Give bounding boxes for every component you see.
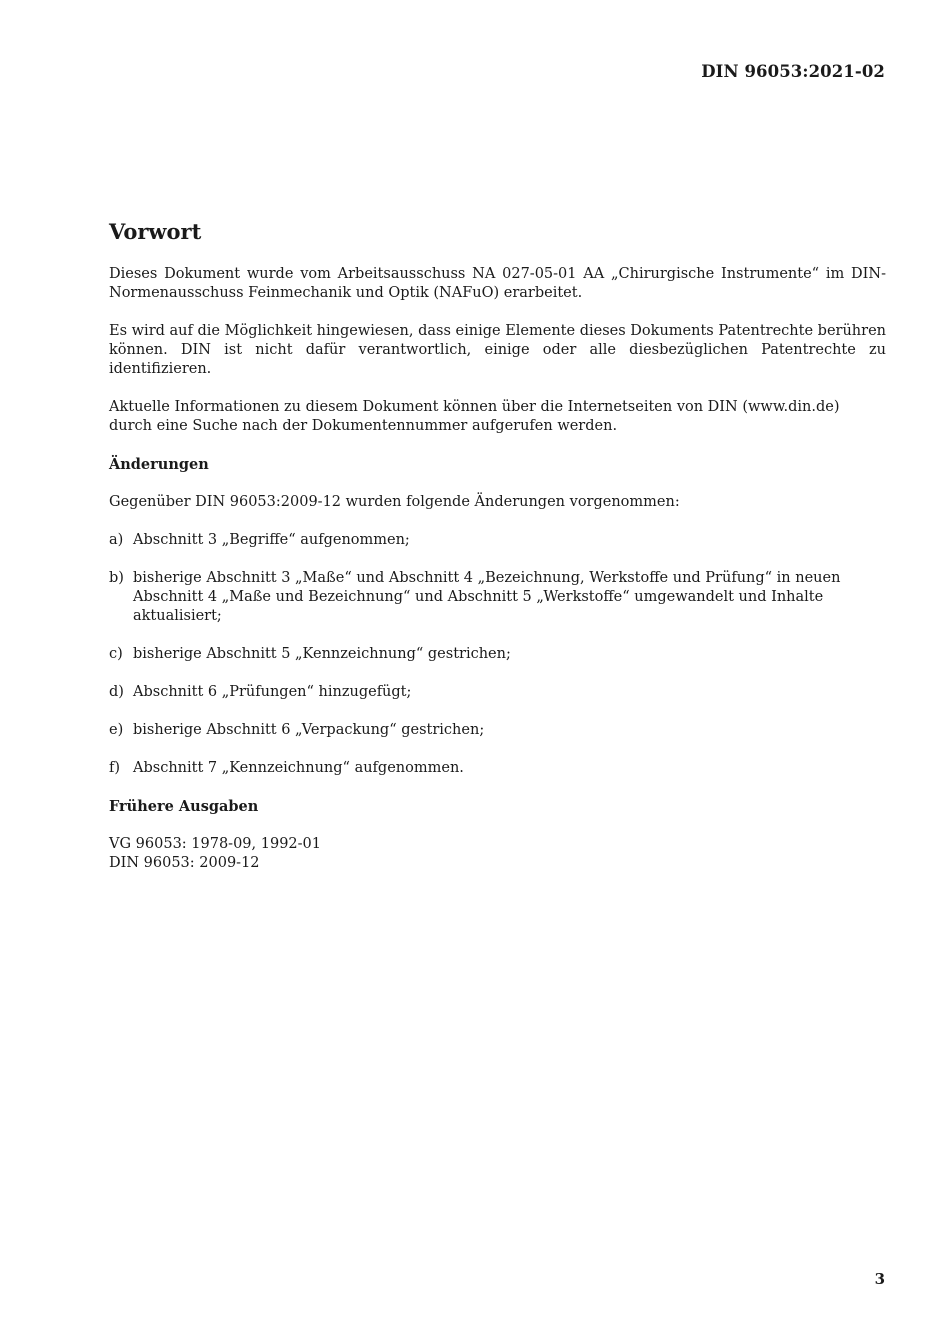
page-content (109, 218, 886, 873)
list-item (109, 569, 886, 626)
foreword-paragraph: Aktuelle Informationen zu diesem Dokument können über die Internetseiten von DIN (www.din.de) durch eine Suche nach der Dokumentennummer aufgerufen werden. (109, 399, 840, 434)
foreword-paragraph: Dieses Dokument wurde vom Arbeitsausschuss NA 027-05-01 AA „Chirurgische Instrumente“ im DIN-Normenausschuss Feinmechanik und Optik (NAFuO) erarbeitet. (109, 266, 886, 301)
list-item-text: bisherige Abschnitt 6 „Verpackung“ gestrichen; (133, 722, 485, 738)
list-item (109, 531, 886, 550)
list-item (109, 645, 886, 664)
edition-line: VG 96053: 1978-09, 1992-01 (109, 836, 322, 852)
list-marker: a) (109, 532, 124, 548)
earlier-editions-list (109, 835, 886, 873)
list-marker: b) (109, 570, 124, 586)
list-marker: e) (109, 722, 124, 738)
list-marker: f) (109, 760, 121, 776)
list-item-text: bisherige Abschnitt 5 „Kennzeichnung“ gestrichen; (133, 646, 511, 662)
list-item-text: bisherige Abschnitt 3 „Maße“ und Abschnitt 4 „Bezeichnung, Werkstoffe und Prüfung“ in neuen Abschnitt 4 „Maße und Bezeichnung“ und Abschnitt 5 „Werkstoffe“ umgewandelt und Inhalte aktualisiert; (133, 570, 841, 624)
list-item (109, 683, 886, 702)
foreword-paragraph: Es wird auf die Möglichkeit hingewiesen, dass einige Elemente dieses Dokuments Patentrechte berühren können. DIN ist nicht dafür verantwortlich, einige oder alle diesbezüglichen Patentrechte zu identifizieren. (109, 323, 886, 377)
list-item-text: Abschnitt 6 „Prüfungen“ hinzugefügt; (133, 684, 412, 700)
changes-intro: Gegenüber DIN 96053:2009-12 wurden folgende Änderungen vorgenommen: (109, 494, 680, 510)
changes-list (109, 531, 886, 778)
list-item-text: Abschnitt 3 „Begriffe“ aufgenommen; (133, 532, 410, 548)
edition-line: DIN 96053: 2009-12 (109, 855, 260, 871)
list-item-text: Abschnitt 7 „Kennzeichnung“ aufgenommen. (133, 760, 464, 776)
foreword-title: Vorwort (109, 219, 202, 244)
document-code: DIN 96053:2021-02 (701, 62, 885, 81)
list-item (109, 759, 886, 778)
list-marker: d) (109, 684, 124, 700)
page-number: 3 (874, 1270, 885, 1288)
changes-heading: Änderungen (109, 456, 209, 473)
earlier-editions-heading: Frühere Ausgaben (109, 798, 259, 815)
list-marker: c) (109, 646, 123, 662)
list-item (109, 721, 886, 740)
